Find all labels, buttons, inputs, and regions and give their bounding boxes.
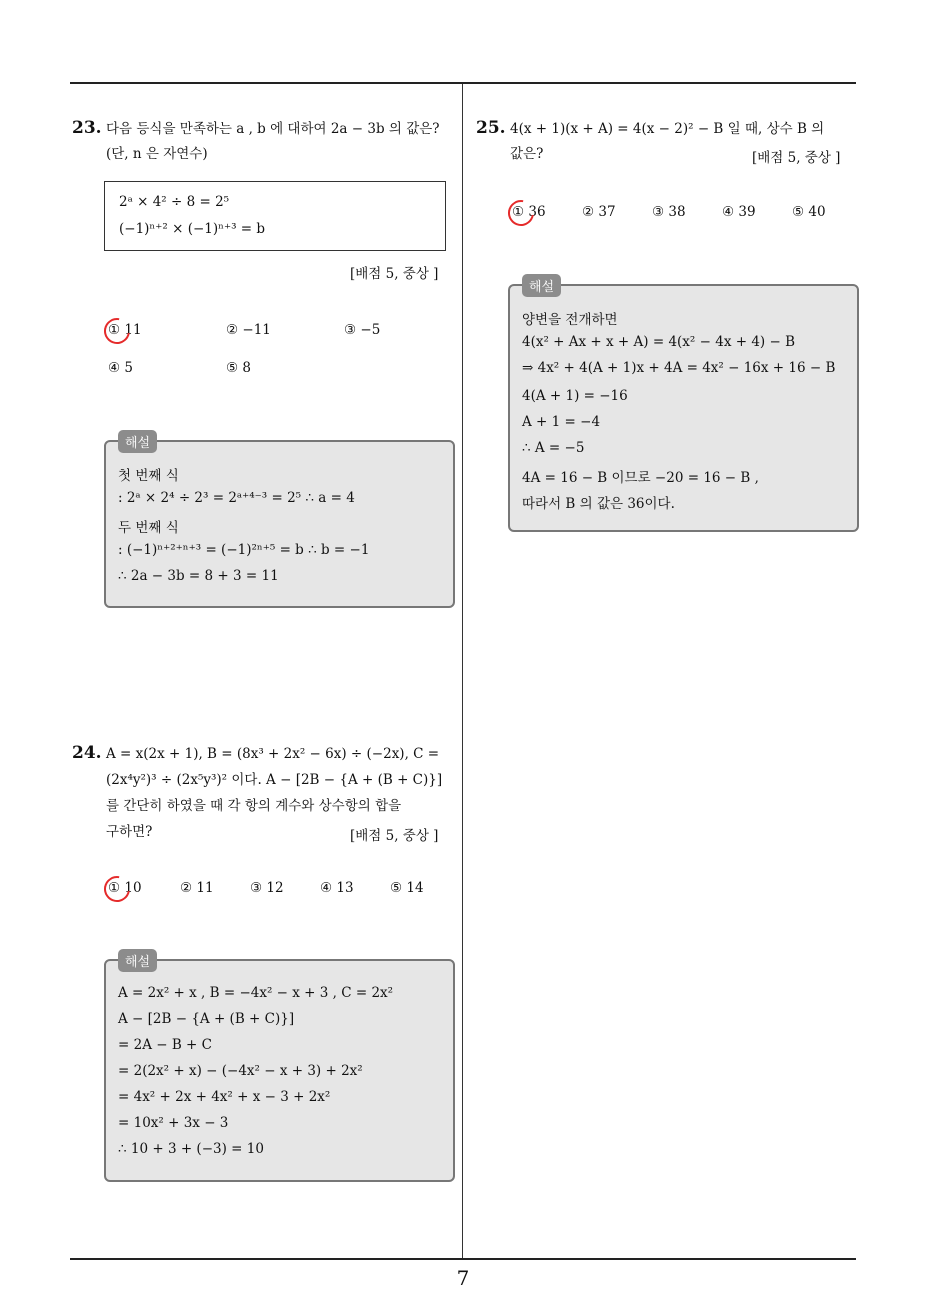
q24-choice-1[interactable]: ① 10 (108, 880, 142, 896)
q25-sol-line1: 양변을 전개하면 (522, 312, 618, 328)
q23-choice-1[interactable]: ① 11 (108, 322, 142, 338)
q25-choice-4[interactable]: ④ 39 (722, 204, 756, 220)
q25-solution-box (508, 284, 859, 532)
q23-choice-5[interactable]: ⑤ 8 (226, 360, 251, 376)
q25-choice-2[interactable]: ② 37 (582, 204, 616, 220)
q25-sol-line6: ∴ A = −5 (522, 440, 585, 456)
q23-eq1: 2ᵃ × 4² ÷ 8 = 2⁵ (119, 194, 230, 210)
q25-number: 25. (476, 118, 506, 138)
q25-sol-line2: 4(x² + Ax + x + A) = 4(x² − 4x + 4) − B (522, 334, 795, 350)
q23-number: 23. (72, 118, 102, 138)
q25-sol-line7: 4A = 16 − B 이므로 −20 = 16 − B , (522, 470, 759, 486)
q23-eq2: (−1)ⁿ⁺² × (−1)ⁿ⁺³ = b (119, 221, 266, 237)
q25-choice-3[interactable]: ③ 38 (652, 204, 686, 220)
q24-sol-line7: ∴ 10 + 3 + (−3) = 10 (118, 1141, 264, 1157)
q23-meta: [배점 5, 중상 ] (350, 266, 439, 282)
q24-choice-4[interactable]: ④ 13 (320, 880, 354, 896)
answer-mark-circle (99, 871, 135, 907)
q25-choice-1[interactable]: ① 36 (512, 204, 546, 220)
q23-equation-box (104, 181, 446, 251)
q23-choice-4[interactable]: ④ 5 (108, 360, 133, 376)
answer-mark-circle (503, 195, 539, 231)
column-divider (462, 84, 463, 1258)
q25-sol-line5: A + 1 = −4 (522, 414, 601, 430)
q23-sol-line2: : 2ᵃ × 2⁴ ÷ 2³ = 2ᵃ⁺⁴⁻³ = 2⁵ ∴ a = 4 (118, 490, 355, 506)
q25-choice-5[interactable]: ⑤ 40 (792, 204, 826, 220)
q23-choice-3[interactable]: ③ −5 (344, 322, 381, 338)
q24-choice-2[interactable]: ② 11 (180, 880, 214, 896)
q23-text-line2: (단, n 은 자연수) (106, 146, 208, 162)
q24-sol-line3: = 2A − B + C (118, 1037, 212, 1053)
q24-text-line2: (2x⁴y²)³ ÷ (2x⁵y³)² 이다. A − [2B − {A + (B + C)}] (106, 772, 443, 788)
q24-choice-3[interactable]: ③ 12 (250, 880, 284, 896)
q24-sol-line5: = 4x² + 2x + 4x² + x − 3 + 2x² (118, 1089, 331, 1105)
q23-text-line1: 다음 등식을 만족하는 a , b 에 대하여 2a − 3b 의 값은? (106, 121, 440, 137)
q25-solution-tag: 해설 (522, 274, 561, 297)
q24-sol-line1: A = 2x² + x , B = −4x² − x + 3 , C = 2x² (118, 985, 394, 1001)
q24-sol-line4: = 2(2x² + x) − (−4x² − x + 3) + 2x² (118, 1063, 363, 1079)
q23-sol-line4: : (−1)ⁿ⁺²⁺ⁿ⁺³ = (−1)²ⁿ⁺⁵ = b ∴ b = −1 (118, 542, 370, 558)
q24-text-line3: 를 간단히 하였을 때 각 항의 계수와 상수항의 합을 (106, 798, 402, 814)
q24-solution-tag: 해설 (118, 949, 157, 972)
q24-solution-box (104, 959, 455, 1182)
q23-choice-2[interactable]: ② −11 (226, 322, 271, 338)
answer-mark-circle (99, 313, 135, 349)
q24-text-line1: A = x(2x + 1), B = (8x³ + 2x² − 6x) ÷ (−2x), C = (106, 746, 440, 762)
q24-sol-line2: A − [2B − {A + (B + C)}] (118, 1011, 295, 1027)
q24-meta: [배점 5, 중상 ] (350, 828, 439, 844)
page-number: 7 (456, 1266, 470, 1290)
q23-sol-line5: ∴ 2a − 3b = 8 + 3 = 11 (118, 568, 279, 584)
q24-number: 24. (72, 743, 102, 763)
top-rule (70, 82, 856, 84)
q25-sol-line3: ⇒ 4x² + 4(A + 1)x + 4A = 4x² − 16x + 16 − B (522, 360, 836, 376)
q24-sol-line6: = 10x² + 3x − 3 (118, 1115, 229, 1131)
q23-sol-line1: 첫 번째 식 (118, 468, 179, 484)
q25-text-line1: 4(x + 1)(x + A) = 4(x − 2)² − B 일 때, 상수 B 의 (510, 121, 825, 137)
q25-sol-line8: 따라서 B 의 값은 36이다. (522, 496, 675, 512)
q25-sol-line4: 4(A + 1) = −16 (522, 388, 628, 404)
q23-sol-line3: 두 번째 식 (118, 520, 179, 536)
q23-solution-tag: 해설 (118, 430, 157, 453)
q25-meta: [배점 5, 중상 ] (752, 150, 841, 166)
q25-text-line2: 값은? (510, 146, 544, 162)
q24-choice-5[interactable]: ⑤ 14 (390, 880, 424, 896)
q23-solution-box (104, 440, 455, 608)
bottom-rule (70, 1258, 856, 1260)
q24-text-line4: 구하면? (106, 824, 153, 840)
